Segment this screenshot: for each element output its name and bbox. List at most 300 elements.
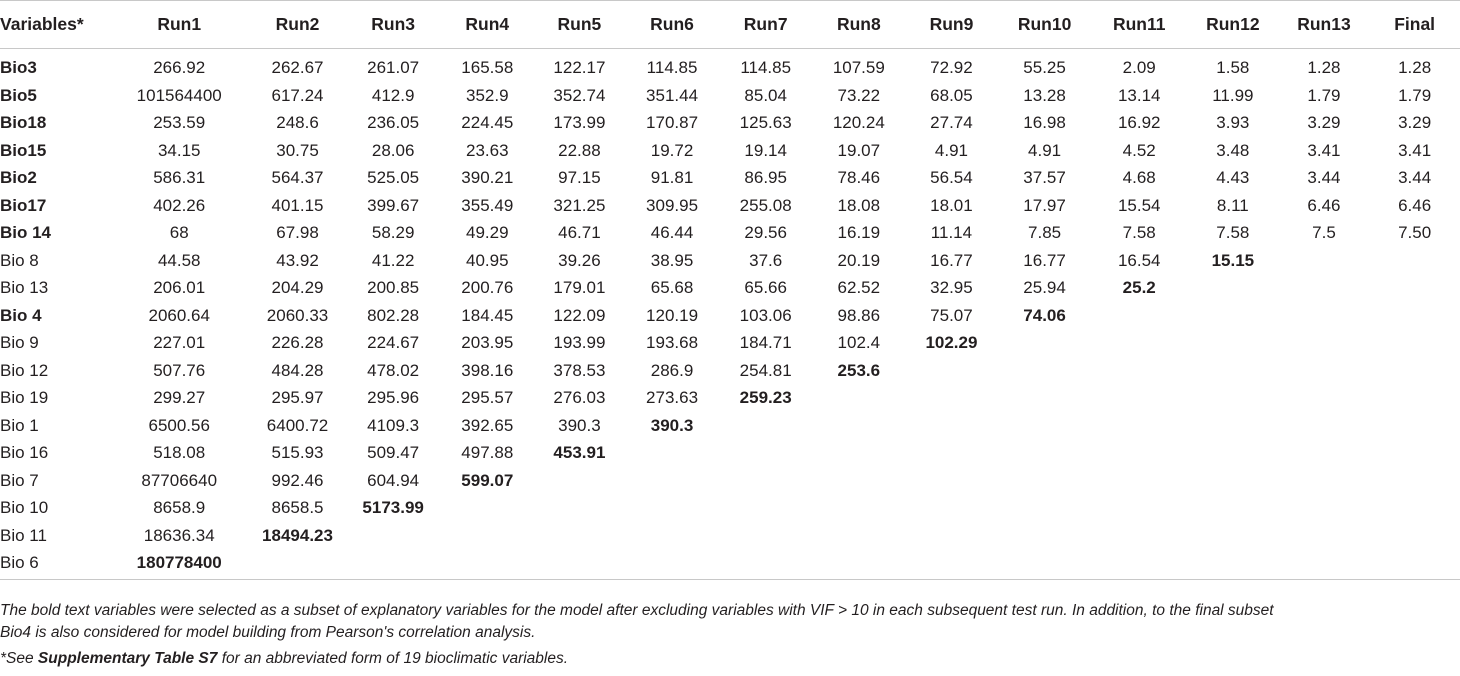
variable-name-cell: Bio 12 (0, 360, 49, 380)
table-row (0, 522, 1460, 550)
table-row (0, 164, 1460, 192)
vif-value-cell: 6.46 (1398, 195, 1432, 215)
table-row (0, 549, 1460, 579)
header-final: Final (1369, 1, 1460, 49)
vif-value-cell: 16.92 (1117, 113, 1161, 133)
footnote-line-2: Bio4 is also considered for model building from Pearson's correlation analysis. (0, 624, 536, 641)
vif-value-cell (1369, 357, 1460, 385)
vif-value-cell (441, 549, 534, 579)
vif-value-cell (905, 549, 998, 579)
vif-value-cell: 65.66 (744, 278, 787, 298)
vif-value-cell: 193.68 (646, 333, 699, 353)
vif-value-cell: 49.29 (466, 223, 509, 243)
vif-value-cell (1187, 274, 1279, 302)
vif-value-cell: 564.37 (271, 168, 324, 188)
vif-value-cell (1369, 412, 1460, 440)
table-row (0, 192, 1460, 220)
vif-value-cell: 206.01 (153, 278, 206, 298)
vif-value-cell: 103.06 (739, 305, 792, 325)
vif-value-cell: 518.08 (153, 443, 206, 463)
vif-value-cell: 1.79 (1398, 85, 1432, 105)
variable-name-cell: Bio 9 (0, 333, 39, 353)
header-run12: Run12 (1187, 1, 1279, 49)
vif-value-cell: 262.67 (271, 58, 324, 78)
vif-value-cell: 11.99 (1212, 85, 1254, 105)
vif-value-cell: 259.23 (739, 388, 792, 408)
vif-value-cell: 16.54 (1117, 250, 1161, 270)
header-run2: Run2 (250, 1, 346, 49)
vif-value-cell (905, 439, 998, 467)
vif-value-cell: 7.58 (1122, 223, 1156, 243)
vif-value-cell (998, 467, 1092, 495)
table-row (0, 384, 1460, 412)
vif-value-cell: 295.57 (461, 388, 514, 408)
vif-value-cell (345, 522, 441, 550)
vif-value-cell (1091, 439, 1187, 467)
vif-value-cell: 11.14 (930, 223, 973, 243)
vif-value-cell (1279, 247, 1370, 275)
vif-value-cell (1187, 384, 1279, 412)
vif-value-cell (813, 522, 906, 550)
vif-value-cell: 200.76 (461, 278, 514, 298)
vif-value-cell: 29.56 (744, 223, 787, 243)
vif-value-cell: 87706640 (141, 470, 218, 490)
vif-value-cell (813, 549, 906, 579)
vif-value-cell: 74.06 (1023, 305, 1066, 325)
vif-value-cell (1187, 302, 1279, 330)
table-row (0, 82, 1460, 110)
table-row (0, 109, 1460, 137)
vif-value-cell (905, 494, 998, 522)
vif-value-cell (813, 384, 906, 412)
vif-value-cell: 236.05 (367, 113, 420, 133)
vif-value-cell: 97.15 (558, 168, 601, 188)
vif-value-cell (1279, 384, 1370, 412)
vif-value-cell: 2060.64 (148, 305, 210, 325)
vif-value-cell: 39.26 (558, 250, 601, 270)
vif-value-cell: 65.68 (650, 278, 694, 298)
variable-name-cell: Bio 11 (0, 525, 47, 545)
vif-value-cell: 227.01 (153, 333, 206, 353)
vif-value-cell: 22.88 (558, 140, 601, 160)
vif-value-cell: 25.2 (1122, 278, 1156, 298)
vif-value-cell: 525.05 (367, 168, 420, 188)
header-run6: Run6 (625, 1, 719, 49)
vif-value-cell: 390.21 (461, 168, 514, 188)
vif-value-cell (1279, 467, 1370, 495)
vif-value-cell: 2060.33 (266, 305, 329, 325)
vif-value-cell: 226.28 (271, 333, 324, 353)
variable-name-cell: Bio 7 (0, 470, 39, 490)
vif-value-cell: 102.29 (925, 333, 978, 353)
vif-value-cell: 992.46 (271, 470, 324, 490)
table-header (0, 1, 1460, 49)
vif-value-cell: 586.31 (153, 168, 206, 188)
vif-value-cell: 6400.72 (266, 415, 329, 435)
vif-value-cell: 18636.34 (143, 525, 215, 545)
vif-value-cell: 67.98 (276, 223, 319, 243)
vif-value-cell (625, 494, 719, 522)
vif-value-cell: 497.88 (461, 443, 514, 463)
vif-value-cell (813, 439, 906, 467)
vif-value-cell: 180778400 (109, 549, 250, 579)
vif-value-cell: 402.26 (153, 195, 206, 215)
vif-value-cell (1187, 412, 1279, 440)
vif-value-cell (625, 549, 719, 579)
header-run8: Run8 (813, 1, 906, 49)
vif-value-cell: 3.44 (1307, 168, 1341, 188)
vif-value-cell: 16.98 (1023, 113, 1066, 133)
vif-value-cell: 8658.9 (153, 498, 206, 518)
vif-value-cell: 19.14 (744, 140, 787, 160)
vif-value-cell: 68.05 (930, 85, 973, 105)
header-run1: Run1 (109, 1, 250, 49)
vif-value-cell: 352.74 (553, 85, 606, 105)
vif-value-cell: 37.57 (1023, 168, 1066, 188)
vif-value-cell (719, 549, 813, 579)
vif-value-cell: 165.58 (461, 58, 514, 78)
vif-value-cell: 617.24 (271, 85, 324, 105)
vif-value-cell: 32.95 (930, 278, 973, 298)
vif-value-cell: 478.02 (367, 360, 420, 380)
vif-value-cell: 44.58 (157, 250, 201, 270)
table-row (0, 274, 1460, 302)
vif-value-cell: 309.95 (646, 195, 699, 215)
vif-value-cell (1187, 522, 1279, 550)
vif-value-cell: 7.58 (1216, 223, 1250, 243)
footnote-see-suffix: for an abbreviated form of 19 bioclimatic variables. (217, 650, 569, 667)
vif-value-cell (1369, 522, 1460, 550)
header-row (0, 1, 1460, 49)
vif-value-cell: 1.79 (1307, 85, 1341, 105)
vif-value-cell (1369, 467, 1460, 495)
vif-value-cell: 253.6 (837, 360, 881, 380)
table-row (0, 219, 1460, 247)
vif-value-cell (1187, 467, 1279, 495)
variable-name-cell: Bio 14 (0, 223, 52, 243)
vif-value-cell: 120.24 (832, 113, 885, 133)
vif-value-cell: 75.07 (930, 305, 973, 325)
vif-value-cell: 351.44 (646, 85, 699, 105)
vif-value-cell (998, 522, 1092, 550)
vif-value-cell (534, 522, 626, 550)
vif-value-cell: 1.28 (1398, 58, 1432, 78)
vif-value-cell: 38.95 (650, 250, 694, 270)
vif-value-cell: 401.15 (271, 195, 324, 215)
vif-value-cell: 2.09 (1122, 58, 1156, 78)
vif-value-cell: 392.65 (461, 415, 514, 435)
variable-name-cell: Bio 16 (0, 443, 49, 463)
table-row (0, 329, 1460, 357)
vif-value-cell: 276.03 (553, 388, 606, 408)
vif-value-cell: 184.71 (739, 333, 792, 353)
vif-value-cell: 299.27 (153, 388, 206, 408)
variable-name-cell: Bio 1 (0, 415, 39, 435)
vif-value-cell (625, 439, 719, 467)
vif-value-cell (1091, 494, 1187, 522)
vif-value-cell: 184.45 (461, 305, 514, 325)
vif-value-cell: 1.28 (1307, 58, 1341, 78)
variable-name-cell: Bio17 (0, 195, 47, 215)
header-run13: Run13 (1279, 1, 1370, 49)
variable-name-cell: Bio 13 (0, 278, 49, 298)
vif-value-cell: 16.77 (930, 250, 973, 270)
vif-value-cell: 3.29 (1307, 113, 1341, 133)
header-run9: Run9 (905, 1, 998, 49)
header-variables: Variables* (0, 1, 109, 49)
vif-value-cell: 179.01 (553, 278, 606, 298)
vif-value-cell: 193.99 (553, 333, 606, 353)
vif-value-cell: 7.50 (1398, 223, 1432, 243)
vif-value-cell: 56.54 (930, 168, 973, 188)
vif-value-cell: 3.48 (1216, 140, 1250, 160)
vif-value-cell (1187, 494, 1279, 522)
vif-value-cell: 98.86 (837, 305, 881, 325)
vif-value-cell (905, 412, 998, 440)
vif-value-cell: 7.5 (1312, 223, 1336, 243)
vif-value-cell: 378.53 (553, 360, 606, 380)
vif-value-cell: 273.63 (646, 388, 699, 408)
vif-value-cell (625, 467, 719, 495)
vif-value-cell: 122.09 (553, 305, 606, 325)
vif-value-cell: 68 (169, 223, 189, 243)
vif-value-cell: 802.28 (367, 305, 420, 325)
vif-value-cell: 27.74 (930, 113, 973, 133)
vif-value-cell: 125.63 (739, 113, 792, 133)
vif-value-cell (441, 494, 534, 522)
vif-value-cell: 253.59 (153, 113, 206, 133)
vif-value-cell: 254.81 (739, 360, 792, 380)
footnote-line-1: The bold text variables were selected as a subset of explanatory variables for the model after excluding variables with VIF > 10 in each subsequent test run. In addition, to the final subset (0, 602, 1274, 619)
header-run4: Run4 (441, 1, 534, 49)
supplementary-table-ref: Supplementary Table S7 (37, 650, 218, 667)
vif-value-cell: 73.22 (837, 85, 881, 105)
vif-value-cell: 1.58 (1216, 58, 1250, 78)
header-run5: Run5 (534, 1, 626, 49)
vif-value-cell: 484.28 (271, 360, 324, 380)
vif-value-cell (813, 412, 906, 440)
vif-value-cell (1091, 357, 1187, 385)
variable-name-cell: Bio 10 (0, 498, 49, 518)
variable-name-cell: Bio3 (0, 58, 37, 78)
vif-value-cell (1187, 329, 1279, 357)
vif-value-cell: 86.95 (744, 168, 787, 188)
vif-value-cell: 101564400 (136, 85, 222, 105)
vif-value-cell (1279, 549, 1370, 579)
vif-value-cell: 15.15 (1211, 250, 1255, 270)
vif-value-cell: 58.29 (371, 223, 415, 243)
vif-value-cell: 604.94 (367, 470, 420, 490)
vif-value-cell: 8658.5 (271, 498, 324, 518)
vif-value-cell (1187, 439, 1279, 467)
vif-value-cell: 3.41 (1307, 140, 1341, 160)
vif-value-cell (1279, 494, 1370, 522)
vif-value-cell (719, 412, 813, 440)
vif-value-cell (1279, 522, 1370, 550)
vif-value-cell: 515.93 (271, 443, 324, 463)
vif-value-cell (1369, 494, 1460, 522)
vif-value-cell (998, 549, 1092, 579)
vif-value-cell: 16.19 (837, 223, 881, 243)
footnote-selection (0, 600, 1460, 644)
vif-value-cell: 28.06 (371, 140, 415, 160)
vif-value-cell: 261.07 (367, 58, 420, 78)
table-row (0, 49, 1460, 82)
vif-value-cell (534, 549, 626, 579)
vif-value-cell (1279, 329, 1370, 357)
vif-value-cell: 91.81 (650, 168, 694, 188)
vif-value-cell: 4.68 (1122, 168, 1156, 188)
vif-value-cell (719, 522, 813, 550)
vif-value-cell (345, 549, 441, 579)
vif-value-cell (1369, 329, 1460, 357)
vif-value-cell: 13.14 (1117, 85, 1161, 105)
vif-value-cell (905, 467, 998, 495)
vif-value-cell (1369, 549, 1460, 579)
vif-value-cell (1091, 384, 1187, 412)
vif-value-cell (1369, 384, 1460, 412)
vif-value-cell: 200.85 (367, 278, 420, 298)
vif-value-cell: 18494.23 (262, 525, 333, 545)
vif-value-cell: 46.44 (650, 223, 694, 243)
vif-value-cell: 321.25 (553, 195, 606, 215)
variable-name-cell: Bio5 (0, 85, 37, 105)
vif-value-cell: 412.9 (371, 85, 415, 105)
vif-value-cell: 40.95 (466, 250, 509, 270)
vif-value-cell: 8.11 (1216, 195, 1249, 215)
variable-name-cell: Bio18 (0, 113, 47, 133)
vif-value-cell: 224.67 (367, 333, 420, 353)
table-row (0, 302, 1460, 330)
vif-value-cell: 203.95 (461, 333, 514, 353)
vif-value-cell (1187, 357, 1279, 385)
vif-value-cell: 107.59 (832, 58, 885, 78)
vif-value-cell (1279, 412, 1370, 440)
vif-value-cell: 295.97 (271, 388, 324, 408)
vif-value-cell (905, 522, 998, 550)
vif-value-cell (998, 412, 1092, 440)
vif-value-cell: 114.85 (740, 58, 792, 78)
vif-value-cell: 34.15 (157, 140, 201, 160)
vif-value-cell: 3.44 (1398, 168, 1432, 188)
vif-value-cell (1369, 302, 1460, 330)
vif-value-cell: 295.96 (367, 388, 420, 408)
vif-value-cell (998, 494, 1092, 522)
vif-value-cell (1091, 522, 1187, 550)
vif-value-cell (813, 467, 906, 495)
vif-value-cell: 266.92 (153, 58, 206, 78)
vif-value-cell (1279, 357, 1370, 385)
vif-value-cell (998, 384, 1092, 412)
vif-value-cell: 6500.56 (148, 415, 210, 435)
vif-value-cell: 17.97 (1023, 195, 1066, 215)
vif-value-cell: 4.91 (1028, 140, 1062, 160)
vif-value-cell: 398.16 (461, 360, 514, 380)
variable-name-cell: Bio 6 (0, 549, 109, 579)
vif-value-cell (905, 384, 998, 412)
table-row (0, 137, 1460, 165)
variable-name-cell: Bio 8 (0, 250, 39, 270)
header-run11: Run11 (1091, 1, 1187, 49)
vif-value-cell: 41.22 (371, 250, 415, 270)
table-row (0, 357, 1460, 385)
vif-value-cell: 390.3 (650, 415, 694, 435)
vif-value-cell: 390.3 (558, 415, 601, 435)
vif-value-cell: 16.77 (1023, 250, 1066, 270)
footnote-supplementary (0, 648, 1460, 670)
vif-value-cell: 4.91 (934, 140, 968, 160)
vif-value-cell (534, 467, 626, 495)
table-body (0, 49, 1460, 580)
vif-value-cell (441, 522, 534, 550)
vif-value-cell: 3.93 (1216, 113, 1250, 133)
variable-name-cell: Bio2 (0, 168, 37, 188)
vif-value-cell: 18.08 (837, 195, 881, 215)
vif-value-cell (1091, 467, 1187, 495)
vif-value-cell: 19.07 (837, 140, 881, 160)
vif-value-cell: 399.67 (367, 195, 420, 215)
vif-value-cell: 37.6 (749, 250, 783, 270)
vif-value-cell: 102.4 (837, 333, 881, 353)
vif-value-cell (1279, 439, 1370, 467)
vif-value-cell: 20.19 (837, 250, 881, 270)
vif-value-cell (905, 357, 998, 385)
variable-name-cell: Bio15 (0, 140, 47, 160)
vif-value-cell: 355.49 (461, 195, 514, 215)
vif-value-cell: 25.94 (1023, 278, 1066, 298)
table-row (0, 439, 1460, 467)
vif-value-cell: 23.63 (466, 140, 509, 160)
vif-value-cell: 5173.99 (362, 498, 424, 518)
vif-value-cell (1369, 439, 1460, 467)
vif-value-cell (1091, 302, 1187, 330)
vif-value-cell (1091, 412, 1187, 440)
header-run7: Run7 (719, 1, 813, 49)
vif-value-cell: 4.52 (1122, 140, 1156, 160)
vif-value-cell (1369, 274, 1460, 302)
vif-value-cell: 453.91 (553, 443, 606, 463)
vif-value-cell: 122.17 (553, 58, 606, 78)
vif-value-cell (1091, 329, 1187, 357)
vif-value-cell: 62.52 (837, 278, 881, 298)
vif-value-cell: 18.01 (930, 195, 973, 215)
vif-value-cell (625, 522, 719, 550)
vif-value-cell (998, 439, 1092, 467)
vif-value-cell: 15.54 (1117, 195, 1161, 215)
vif-value-cell: 507.76 (153, 360, 206, 380)
vif-value-cell: 19.72 (650, 140, 694, 160)
vif-value-cell: 30.75 (276, 140, 319, 160)
table-row (0, 494, 1460, 522)
vif-value-cell: 7.85 (1028, 223, 1062, 243)
vif-value-cell: 286.9 (650, 360, 694, 380)
vif-value-cell: 204.29 (271, 278, 324, 298)
vif-value-cell (1279, 274, 1370, 302)
vif-value-cell: 173.99 (553, 113, 606, 133)
vif-value-cell (1279, 302, 1370, 330)
vif-value-cell: 13.28 (1023, 85, 1066, 105)
vif-value-cell: 509.47 (367, 443, 420, 463)
header-run3: Run3 (345, 1, 441, 49)
vif-value-cell: 72.92 (930, 58, 973, 78)
table-row (0, 412, 1460, 440)
vif-value-cell: 55.25 (1023, 58, 1066, 78)
vif-value-cell (1187, 549, 1279, 579)
variable-name-cell: Bio 4 (0, 305, 42, 325)
vif-value-cell (998, 357, 1092, 385)
vif-value-cell: 4109.3 (367, 415, 420, 435)
vif-value-cell: 78.46 (837, 168, 881, 188)
